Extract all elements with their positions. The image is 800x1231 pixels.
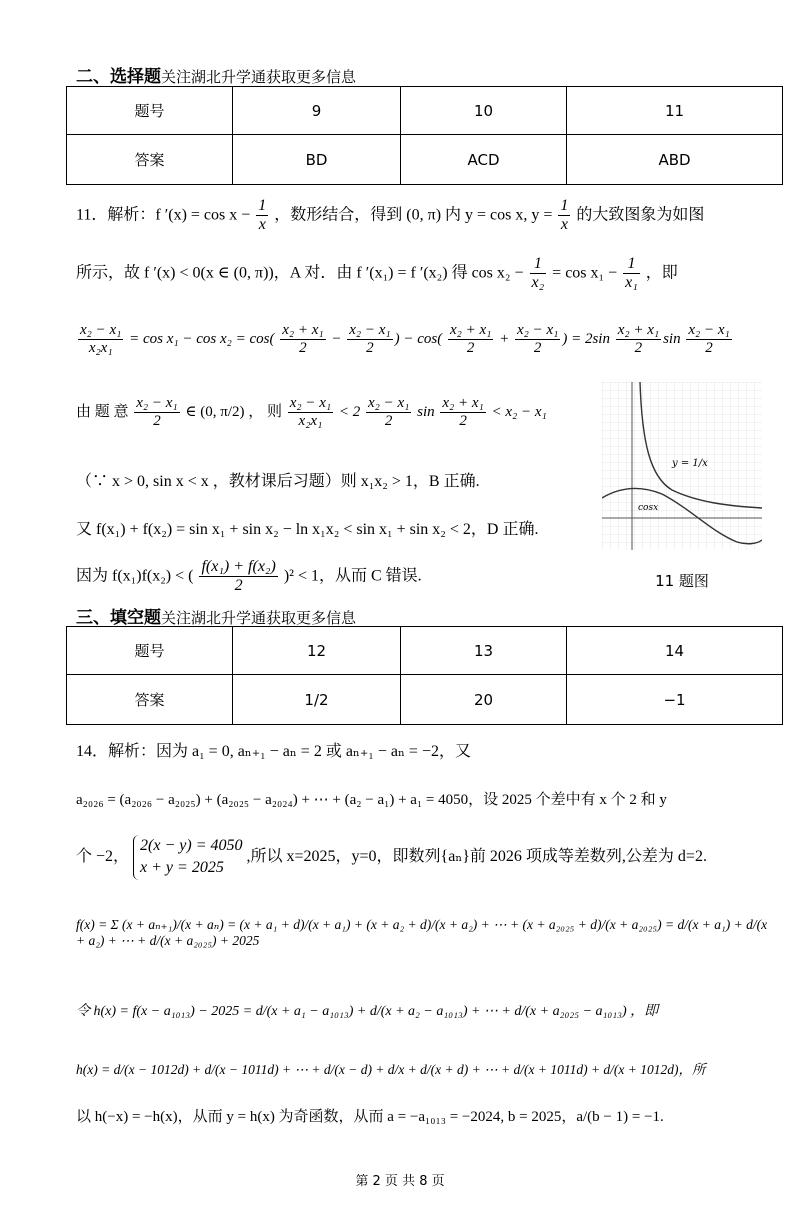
q14-line4: f(x) = Σ (x + aₙ₊₁)/(x + aₙ) = (x + a₁ + d)/(x + a₁) + (x + a₂ + d)/(x + a₂) + ⋯ + (x + a₂₀₂₅ + d)/(x + a₂₀₂₅) = d/(x + a₁) + d/(x + a₂) + ⋯ + d/(x + a₂₀₂₅) + 2025 — [76, 917, 768, 948]
fraction: $\frac{1}{\text{x₂}}$ — [531, 255, 545, 292]
fraction: $\frac{1}{x}$ — [560, 197, 569, 234]
fraction: $\frac{\text{x₂ − x₁}}{2}$ — [688, 322, 730, 357]
q14-line5: 令 h(x) = f(x − a₁₀₁₃) − 2025 = d/(x + a₁ − a₁₀₁₃) + d/(x + a₂ − a₁₀₁₃) + ⋯ + d/(x + a₂₀₂₅ − a₁₀₁₃) ，即 — [76, 1004, 659, 1019]
table-cell: 12 — [233, 627, 401, 675]
section2-heading — [76, 62, 356, 87]
q14-line6: h(x) = d/(x − 1012d) + d/(x − 1011d) + ⋯ + d/(x − d) + d/x + d/(x + d) + ⋯ + d/(x + 1011d) + d/(x + 1012d)，所 — [76, 1062, 706, 1077]
text: 由 题 意 — [76, 404, 129, 421]
text: 所示，故 f ′(x) < 0(x ∈ (0, π))，A 对．由 f ′(x₁) = f ′(x₂) 得 cos x₂ − — [76, 264, 524, 282]
q11-graph-figure — [602, 382, 762, 550]
text: 因为 f(x₁)f(x₂) < ( — [76, 567, 194, 585]
section2-note: 关注湖北升学通获取更多信息 — [161, 68, 357, 86]
fill-answer-table — [66, 626, 783, 725]
table-cell: 题号 — [67, 627, 233, 675]
table-cell: BD — [233, 135, 401, 185]
fraction: $\frac{\text{x₂ + x₁}}{2}$ — [617, 322, 660, 357]
text: 11．解析：f ′(x) = cos x − — [76, 206, 251, 224]
table-cell: 题号 — [67, 87, 233, 135]
fraction: $\frac{\text{x₂ − x₁}}{2}$ — [516, 322, 559, 357]
q14-line2: a₂₀₂₆ = (a₂₀₂₆ − a₂₀₂₅) + (a₂₀₂₅ − a₂₀₂₄) + ⋯ + (a₂ − a₁) + a₁ = 4050，设 2025 个差中有 x 个 2 和 y — [76, 792, 667, 808]
q11-line3: $\frac{\text{x₂ − x₁}}{\text{x₂x₁}}$ = cos x₁ − cos x₂ = cos( $\frac{\text{x₂ + x₁}}{2}$ − $\frac{\text{x₂ − x₁}}{2}$ ) − cos( $\frac{\text{x₂ + x₁}}{2}$ + $\frac{\text{x₂ − x₁}}{2}$ ) = 2sin $\frac{\text{x₂ + x₁}}{2}$ sin $\frac{\text{x₂ − x₁}}{2}$ — [80, 322, 730, 357]
table-row — [67, 627, 783, 675]
fraction: $\frac{1}{x}$ — [258, 197, 267, 234]
q11-line4: 由 题 意 $\frac{\text{x₂ − x₁}}{2}$ ∈ (0, π/2) ， 则 $\frac{\text{x₂ − x₁}}{\text{x₂x₁}}$ < 2 $\frac{\text{x₂ − x₁}}{2}$ sin $\frac{\text{x₂ + x₁}}{2}$ < x₂ − x₁ — [76, 395, 547, 430]
text: = cos x₁ − cos x₂ = cos( — [129, 331, 275, 348]
figure-caption: 11 题图 — [655, 572, 709, 590]
text: 的大致图象为如图 — [576, 206, 705, 224]
section3-note: 关注湖北升学通获取更多信息 — [161, 609, 357, 627]
text: ∈ (0, π/2) ， 则 — [185, 404, 282, 421]
fraction: $\frac{\text{f(x₁) + f(x₂)}}{2}$ — [201, 558, 276, 595]
table-row — [67, 675, 783, 725]
table-cell: 答案 — [67, 135, 233, 185]
q14-line3 — [76, 835, 707, 880]
table-cell: 14 — [567, 627, 783, 675]
section3-title: 三、填空题 — [76, 608, 161, 628]
q11-line2 — [76, 255, 678, 293]
choice-answer-table — [66, 86, 783, 185]
section3-heading — [76, 603, 356, 628]
fraction: $\frac{\text{x₂ − x₁}}{\text{x₂x₁}}$ — [80, 322, 122, 357]
fraction: $\frac{\text{x₂ + x₁}}{2}$ — [442, 395, 484, 430]
table-row — [67, 87, 783, 135]
text: )² < 1，从而 C 错误. — [283, 567, 422, 585]
q11-line5: （∵ x > 0, sin x < x ，教材课后习题）则 x₁x₂ > 1，B 正确. — [76, 473, 480, 490]
table-cell: ABD — [567, 135, 783, 185]
table-cell: 10 — [401, 87, 567, 135]
q11-line1 — [76, 197, 704, 235]
page-footer: 第 2 页 共 8 页 — [355, 1174, 445, 1189]
text: ，即 — [645, 264, 678, 282]
fraction: $\frac{\text{x₂ − x₁}}{\text{x₂x₁}}$ — [289, 395, 332, 430]
fraction: $\frac{1}{\text{x₁}}$ — [625, 255, 638, 292]
table-cell: 20 — [401, 675, 567, 725]
label-cos: cosx — [638, 503, 659, 513]
equation-system — [133, 835, 242, 880]
text: = cos x₁ − — [552, 264, 618, 282]
fraction: $\frac{\text{x₂ − x₁}}{2}$ — [349, 322, 391, 357]
table-cell: 答案 — [67, 675, 233, 725]
section2-title: 二、选择题 — [76, 67, 161, 87]
fraction: $\frac{\text{x₂ − x₁}}{2}$ — [367, 395, 410, 430]
table-cell: −1 — [567, 675, 783, 725]
table-cell: 9 — [233, 87, 401, 135]
table-cell: 11 — [567, 87, 783, 135]
text: ,所以 x=2025，y=0，即数列{aₙ}前 2026 项成等差数列,公差为 d=2. — [246, 848, 707, 866]
q11-line6: 又 f(x₁) + f(x₂) = sin x₁ + sin x₂ − ln x₁x₂ < sin x₁ + sin x₂ < 2，D 正确. — [76, 521, 539, 538]
table-cell: ACD — [401, 135, 567, 185]
equation: x + y = 2025 — [140, 859, 224, 877]
text: 个 −2， — [76, 848, 130, 866]
label-y: y = 1/x — [672, 458, 708, 469]
fraction: $\frac{\text{x₂ − x₁}}{2}$ — [136, 395, 178, 430]
fraction: $\frac{\text{x₂ + x₁}}{2}$ — [282, 322, 324, 357]
q14-line1: 14．解析：因为 a₁ = 0, aₙ₊₁ − aₙ = 2 或 aₙ₊₁ − aₙ = −2，又 — [76, 743, 471, 760]
fraction: $\frac{\text{x₂ + x₁}}{2}$ — [449, 322, 492, 357]
equation: 2(x − y) = 4050 — [140, 837, 243, 854]
q14-line7: 以 h(−x) = −h(x)，从而 y = h(x) 为奇函数，从而 a = −a₁₀₁₃ = −2024, b = 2025，a/(b − 1) = −1. — [76, 1109, 664, 1125]
table-cell: 1/2 — [233, 675, 401, 725]
q11-line7 — [76, 558, 422, 596]
table-cell: 13 — [401, 627, 567, 675]
text: ，数形结合，得到 (0, π) 内 y = cos x, y = — [274, 206, 553, 224]
table-row — [67, 135, 783, 185]
